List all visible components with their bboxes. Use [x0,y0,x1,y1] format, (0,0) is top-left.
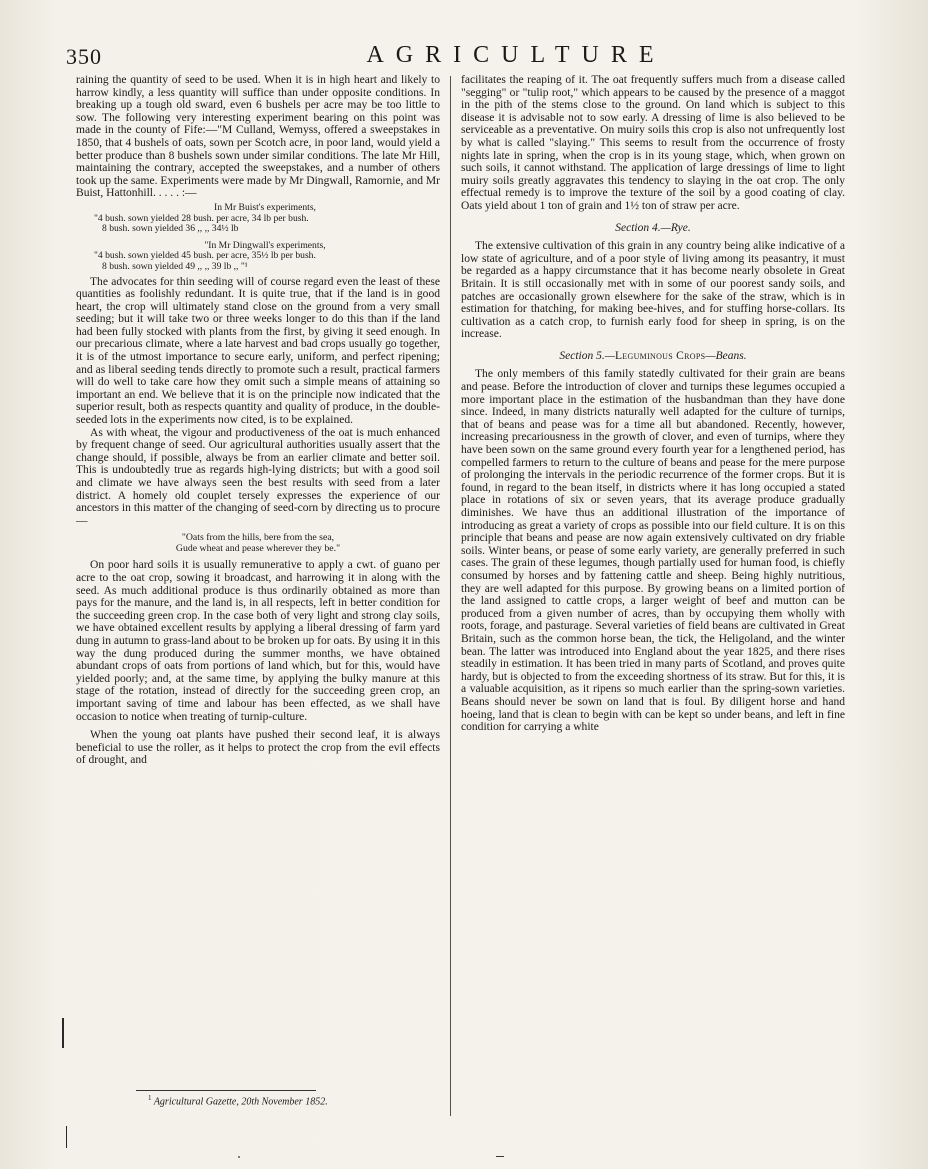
experiment-table-dingwall [90,241,440,273]
experiment-heading: In Mr Buist's experiments, [214,201,316,213]
experiment-row: 8 bush. sown yielded 36 ,, ,, 34½ lb [102,223,239,235]
right-column [461,74,845,734]
verse-line: Gude wheat and pease wherever they be." [175,543,341,555]
section-title: Leguminous Crops [614,349,706,362]
paragraph: As with wheat, the vigour and productiveness of the oat is much enhanced by frequent change of seed. Our agricultural authorities usually assert that the change should, if possible, always be from an earlier climate and better soil. This is undoubtedly true as regards high-lying districts; but with a good soil and climate we have always seen the best results with seed from a later district. A homely old couplet tersely expresses the experience of our ancestors in this matter of the changing of seed-corn by directing us to procure— [76,426,440,527]
page-header [66,36,906,72]
paragraph: When the young oat plants have pushed their second leaf, it is always beneficial to use the roller, as it helps to protect the crop from the evil effects of drought, and [76,729,440,767]
paragraph: facilitates the reaping of it. The oat frequently suffers much from a disease called "segging" or "tulip root," which appears to be caused by the presence of a maggot in the pith of the stems close to the ground. On land which is subject to this disease it is advisable not to sow early. A dressing of lime is also believed to be serviceable as a preventative. On muiry soils this crop is also not unfrequently lost by what is called "slaying." This seems to result from the occurrence of frosty nights late in spring, when the crop is in its young stage, which, when grown on such soils, it cannot withstand. The application of large dressings of lime to light muiry soils greatly aggravates this tendency to slaying in the oat crop. The only effectual remedy is to improve the texture of the soil by a good coating of clay. Oats yield about 1 ton of grain and 1½ ton of straw per acre. [461,74,845,212]
section-heading-rye: Section 4.—Rye. [615,221,691,234]
running-head: AGRICULTURE [366,42,666,68]
verse-line: "Oats from the hills, bere from the sea, [181,532,335,544]
footnote [148,1094,328,1107]
paragraph: raining the quantity of seed to be used. When it is in high heart and likely to harrow kindly, a less quantity will suffice than under opposite conditions. In breaking up a tough old sward, even 6 bushels per acre may be too little to sow. The following very interesting experiment bearing on this point was made in the county of Fife:—"M Culland, Wemyss, offered a sweepstakes in 1850, that 4 bushels of oats, sown per Scotch acre, in poor land, would yield a better produce than 8 bushels sown under similar conditions. The late Mr Hill, maintaining the contrary, accepted the sweepstakes, and a number of others took up the same. Experiments were made by Mr Dingwall, Ramornie, and Mr Buist, Hattonhill. . . . . :— [76,74,440,200]
footnote-marker: 1 [148,1094,152,1102]
experiment-row: 8 bush. sown yielded 49 ,, ,, 39 lb ,, "¹ [102,260,248,272]
verse-couplet [76,532,440,554]
footnote-rule [136,1090,316,1091]
page-number: 350 [66,44,102,69]
column-divider [450,76,451,1116]
margin-mark [66,1126,67,1148]
section-heading-leguminous [461,350,845,363]
paragraph: The extensive cultivation of this grain in any country being alike indicative of a low state of agriculture, and of a poor style of living among its peasantry, it must be regarded as a happy circumstance that it has become nearly obsolete in Great Britain. It is still occasionally met with in some of our poorest sandy soils, and patches are occasionally grown elsewhere for the sake of the straw, which is in estimation for thatching, for making bee-hives, and for stuffing horse-collars. Its cultivation as a catch crop, to furnish early food for sheep in spring, is on the increase. [461,240,845,341]
paragraph: The only members of this family statedly cultivated for their grain are beans and pease. Before the introduction of clover and turnips these legumes occupied a more important place in the estimation of the husbandman than they have done since. Indeed, in many districts naturally well adapted for the culture of turnips, that of beans and pease was for a time all but abandoned. Recently, however, increasing precariousness in the growth of clover, and even of turnips, where they have been sown on the same ground every fourth year for a lengthened period, has compelled farmers to return to the culture of beans and pease for the mere purpose of prolonging the intervals in the periodic recurrence of the former crops. But it is found, in regard to the bean itself, in districts where it has long occupied a stated place in rotations of six or seven years, that its average produce gradually diminishes. We have thus an additional illustration of the importance of introducing as great a variety of crops as possible into our field culture. It is on this principle that beans and pease are now again extensively cultivated on dry friable soils. Winter beans, or pease of some early variety, are generally preferred in such cases. The grain of these legumes, though partially used for human food, is chiefly consumed by horses and by fattening cattle and sheep. Being highly nutritious, they are well adapted for this purpose. By growing beans on a limited portion of the land assigned to cattle crops, a larger weight of beef and mutton can be produced from a given number of acres, than by occupying them wholly with roots, forage, and pasturage. Several varieties of field beans are cultivated in Great Britain, such as the common horse bean, the tick, the Heligoland, and the winter bean. The latter was introduced into England about the year 1825, and there rises steadily in estimation. It has been tried in many parts of Scotland, and proves quite hardy, but is objected to from the exceeding shortness of its straw. But for this, it is a valuable acquisition, as it ripens so much earlier than the spring-sown varieties. Beans should never be sown on land that is foul. By diligent horse and hand hoeing, land that is clean to begin with can be kept so under beans, and left in fine condition for carrying a white [461,368,845,734]
left-column [76,74,440,767]
section-number: Section 5.— [559,349,615,362]
paragraph: The advocates for thin seeding will of course regard even the least of these quantities as foolishly redundant. It is quite true, that if the land is in good heart, the crop will ultimately stand close on the ground from a very small seeding; but it will take two or three weeks longer to do this than if the land had been fully stocked with plants from the first, by giving it seed enough. In our precarious climate, where a late harvest and bad crops usually go together, it is of the utmost importance to secure early, uniform, and perfect ripening; and as liberal seeding tends directly to promote such a result, practical farmers will do well to take care how they omit such a simple means of attaining so important an end. We believe that it is on the principle now indicated that the superior result, both as respects quantity and quality of produce, in the double-seeded lots in the experiments now cited, is to be explained. [76,275,440,427]
experiment-heading: "In Mr Dingwall's experiments, [204,239,326,251]
print-speck [496,1156,504,1157]
print-speck [238,1156,240,1158]
experiment-row: "4 bush. sown yielded 45 bush. per acre, 35½ lb per bush. [94,250,316,262]
margin-mark [62,1018,64,1048]
footnote-text: Agricultural Gazette, 20th November 1852. [153,1096,328,1108]
section-subtitle: —Beans. [705,349,747,362]
experiment-table-buist [90,203,440,235]
experiment-row: "4 bush. sown yielded 28 bush. per acre, 34 lb per bush. [94,212,309,224]
paragraph: On poor hard soils it is usually remunerative to apply a cwt. of guano per acre to the oat crop, sowing it broadcast, and harrowing it in along with the seed. As much additional produce is thus ordinarily obtained as more than pays for the manure, and the land is, in all respects, left in better condition for the succeeding green crop. In the case both of very light and strong clay soils, we have obtained excellent results by applying a liberal dressing of farm yard dung in autumn to grass-land about to be broken up for oats. By using it in this way the dung produced during the summer months, we have obtained abundant crops of oats from portions of land which, but for this, would have yielded poorly; and, at the same time, by applying the bulky manure at this stage of the rotation, instead of directly for the succeeding green crop, an important saving of time and labour has been effected, as we shall have occasion to notice when treating of turnip-culture. [76,559,441,723]
